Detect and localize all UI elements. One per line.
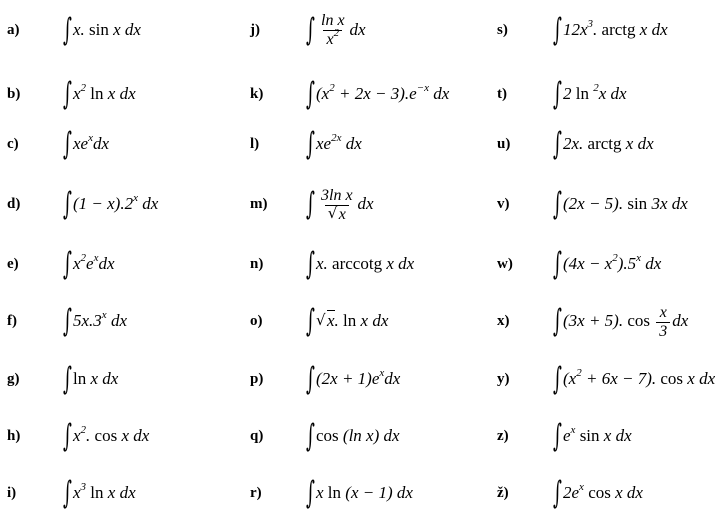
- numerator: 3ln x: [321, 186, 353, 204]
- exponent: 2: [329, 82, 335, 94]
- integrand-pre: x: [73, 254, 81, 273]
- numerator: ln x: [321, 12, 345, 30]
- denominator: [323, 27, 342, 50]
- integrand-pre: 2: [563, 84, 572, 103]
- integrand: [316, 83, 449, 107]
- exercise-label: a): [7, 22, 20, 38]
- exercise-label: x): [497, 313, 510, 329]
- integrand-pre: x: [73, 84, 81, 103]
- integrand: [563, 482, 643, 506]
- integral-sign: ∫: [306, 475, 315, 511]
- integrand-pre: (x: [563, 369, 577, 388]
- exercise-label: e): [7, 256, 19, 272]
- integrand-pre: x: [73, 483, 81, 502]
- integrand-pre: (x: [316, 84, 330, 103]
- integrand-post: dx: [672, 311, 689, 330]
- exponent: x: [88, 132, 93, 144]
- integrand: [316, 310, 388, 332]
- integrand-post: x dx: [598, 84, 627, 103]
- denominator-value: 3: [659, 322, 668, 340]
- integrand-post: x dx: [121, 426, 150, 445]
- exercise-label: s): [497, 22, 508, 38]
- integrand-pre: (4x − x: [563, 254, 613, 273]
- integrand: [73, 253, 115, 277]
- function-name: ln: [90, 84, 104, 103]
- integrand: [563, 193, 688, 215]
- function-name: cos: [316, 426, 339, 445]
- integral-sign: ∫: [63, 303, 72, 339]
- integral-sign: ∫: [553, 361, 562, 397]
- integrand: [73, 133, 109, 157]
- integrand: [563, 19, 668, 43]
- integrand: [563, 368, 715, 392]
- integrand: [73, 19, 141, 41]
- exercise-label: d): [7, 196, 21, 212]
- integrand-post: dx: [349, 20, 366, 39]
- integral-sign: ∫: [553, 303, 562, 339]
- exponent: x: [570, 424, 576, 436]
- function-name: arccotg: [332, 254, 383, 273]
- function-name: cos: [660, 369, 684, 388]
- integral-sign: ∫: [306, 246, 315, 282]
- integrand: [73, 83, 136, 107]
- numerator: x: [659, 303, 667, 321]
- integrand-post: x dx: [386, 254, 415, 273]
- function-name: ln: [327, 483, 342, 502]
- function-name: cos: [588, 483, 611, 502]
- exponent: 2: [80, 82, 87, 94]
- integral-sign: ∫: [63, 246, 72, 282]
- integrand: [316, 482, 413, 504]
- integral-sign: ∫: [553, 12, 562, 48]
- exercise-label: y): [497, 371, 510, 387]
- exponent: x: [579, 481, 584, 493]
- integral-sign: ∫: [306, 303, 315, 339]
- exercise-label: p): [250, 371, 264, 387]
- integrand-pre: 12x: [563, 20, 588, 39]
- integrand-post: dx: [106, 311, 127, 330]
- exercise-label: r): [250, 485, 262, 501]
- integral-sign: ∫: [306, 76, 315, 112]
- integrand: [316, 133, 362, 157]
- exercise-label: z): [497, 428, 509, 444]
- exponent: x: [379, 367, 385, 379]
- function-name: sin: [627, 194, 648, 213]
- integrand-post: dx: [357, 194, 374, 213]
- integrand-pre: (3x + 5).: [563, 311, 624, 330]
- integrand-post: x dx: [107, 84, 136, 103]
- integrand-mid: .: [86, 426, 91, 445]
- exponent: 2: [593, 82, 599, 94]
- exercise-label: q): [250, 428, 264, 444]
- exponent: 2: [80, 424, 87, 436]
- integrand-post: x dx: [687, 369, 716, 388]
- square-root: [328, 206, 346, 223]
- exercise-label: n): [250, 256, 264, 272]
- integrand-post: dx: [137, 194, 159, 213]
- integral-sign: ∫: [306, 418, 315, 454]
- integral-sign: ∫: [63, 126, 72, 162]
- exercise-label: g): [7, 371, 20, 387]
- integrand-post: (ln x) dx: [342, 426, 400, 445]
- exercise-label: j): [250, 22, 260, 38]
- exponent: 2x: [331, 132, 342, 144]
- integrand: [563, 297, 688, 345]
- exercise-label: m): [250, 196, 268, 212]
- exercise-label: o): [250, 313, 263, 329]
- integrand-post: dx: [384, 369, 401, 388]
- denominator: [325, 205, 349, 224]
- integrand-pre: .: [334, 311, 339, 330]
- exercise-label: i): [7, 485, 17, 501]
- exponent: 3: [80, 481, 87, 493]
- exercise-label: ž): [497, 485, 509, 501]
- integrand-pre: (2x + 1)e: [316, 369, 380, 388]
- integral-sign: ∫: [553, 186, 562, 222]
- integrand-post: dx: [92, 134, 110, 153]
- integrand: [73, 425, 149, 449]
- radicand: x: [327, 311, 335, 330]
- integral-sign: ∫: [63, 418, 72, 454]
- denominator-value: x: [326, 31, 334, 49]
- integrand-post: 3x dx: [651, 194, 688, 213]
- integrand-mid: + 6x − 7).: [581, 369, 657, 388]
- integrand-post: x dx: [107, 483, 136, 502]
- integrand-pre: 2e: [563, 483, 580, 502]
- integrand-pre: (2x − 5).: [563, 194, 624, 213]
- exercise-label: v): [497, 196, 510, 212]
- integrand-pre: 5x.3: [73, 311, 102, 330]
- exponent: x: [93, 252, 99, 264]
- integrand-post: dx: [641, 254, 662, 273]
- function-name: cos: [94, 426, 118, 445]
- exponent: 3: [587, 18, 594, 30]
- integral-sign: ∫: [63, 12, 72, 48]
- integrand-pre: xe: [73, 134, 89, 153]
- integrand: [73, 310, 127, 334]
- integral-sign: ∫: [306, 126, 315, 162]
- integrand-pre: 2x.: [563, 134, 584, 153]
- integrand: [563, 253, 661, 277]
- integral-sign: ∫: [63, 186, 72, 222]
- integrand-post: x dx: [360, 311, 389, 330]
- denominator: [656, 322, 670, 341]
- exercise-label: t): [497, 86, 507, 102]
- exercise-label: f): [7, 313, 17, 329]
- integrand-mid: ).5: [617, 254, 637, 273]
- exponent: x: [101, 309, 107, 321]
- exponent: 2: [576, 367, 582, 379]
- function-name: arctg: [587, 134, 622, 153]
- exponent: 2: [333, 27, 340, 40]
- fraction: [318, 187, 356, 224]
- integrand-post: x dx: [639, 20, 668, 39]
- integrand-pre: x: [73, 426, 81, 445]
- function-name: ln: [73, 369, 87, 388]
- integral-sign: ∫: [553, 475, 562, 511]
- integrand: [73, 368, 118, 390]
- square-root: [316, 311, 335, 330]
- exercise-label: l): [250, 136, 260, 152]
- integrand-pre: x.: [73, 20, 85, 39]
- function-name: ln: [575, 84, 589, 103]
- function-name: arctg: [601, 20, 636, 39]
- integrand-post: dx: [428, 84, 450, 103]
- function-name: ln: [343, 311, 357, 330]
- integrand-pre: xe: [316, 134, 332, 153]
- integrand: [73, 193, 158, 217]
- integrand-post: x dx: [90, 369, 119, 388]
- fraction: [656, 304, 670, 341]
- exponent: −x: [416, 82, 429, 94]
- exercise-label: b): [7, 86, 21, 102]
- integral-sign: ∫: [553, 246, 562, 282]
- exercise-label: k): [250, 86, 264, 102]
- integrand-mid: + 2x − 3).e: [334, 84, 417, 103]
- exercise-label: w): [497, 256, 513, 272]
- integral-sign: ∫: [63, 361, 72, 397]
- integral-sign: ∫: [306, 186, 315, 222]
- exercise-label: h): [7, 428, 21, 444]
- function-name: sin: [579, 426, 600, 445]
- integrand: [563, 133, 654, 155]
- exponent: 2: [80, 252, 87, 264]
- integrand: [73, 482, 136, 506]
- integrand-post: x dx: [625, 134, 654, 153]
- radicand: x: [338, 205, 346, 223]
- integrand-post: x dx: [603, 426, 632, 445]
- exercise-label: u): [497, 136, 511, 152]
- integral-sign: ∫: [553, 76, 562, 112]
- integrand-pre: x.: [316, 254, 328, 273]
- function-name: cos: [627, 311, 651, 330]
- integrand-pre: x: [316, 483, 324, 502]
- integrand-post: dx: [98, 254, 115, 273]
- integrand-mid: e: [86, 254, 94, 273]
- function-name: ln: [90, 483, 104, 502]
- integrand-post: x dx: [113, 20, 141, 39]
- exponent: x: [133, 192, 138, 204]
- integral-sign: ∫: [63, 475, 72, 511]
- integrand-post: (x − 1) dx: [345, 483, 413, 502]
- integrand: [563, 425, 632, 449]
- integrand-pre: e: [563, 426, 571, 445]
- integrand: [316, 368, 400, 392]
- integral-sign: ∫: [63, 76, 72, 112]
- integral-sign: ∫: [306, 12, 315, 48]
- integral-sign: ∫: [553, 126, 562, 162]
- exercise-label: c): [7, 136, 19, 152]
- fraction: [318, 12, 348, 50]
- integrand-pre: (1 − x).2: [73, 194, 134, 213]
- exponent: x: [636, 252, 642, 264]
- function-name: sin: [89, 20, 109, 39]
- exponent: 2: [612, 252, 618, 264]
- integrand-post: x dx: [615, 483, 643, 502]
- integrand: [316, 425, 400, 447]
- integrand: [316, 6, 366, 54]
- integrand-mid: .: [593, 20, 598, 39]
- integrand: [563, 83, 627, 107]
- integrand: [316, 180, 374, 228]
- integrand: [316, 253, 414, 275]
- integral-sign: ∫: [306, 361, 315, 397]
- integrand-post: dx: [341, 134, 362, 153]
- integral-sign: ∫: [553, 418, 562, 454]
